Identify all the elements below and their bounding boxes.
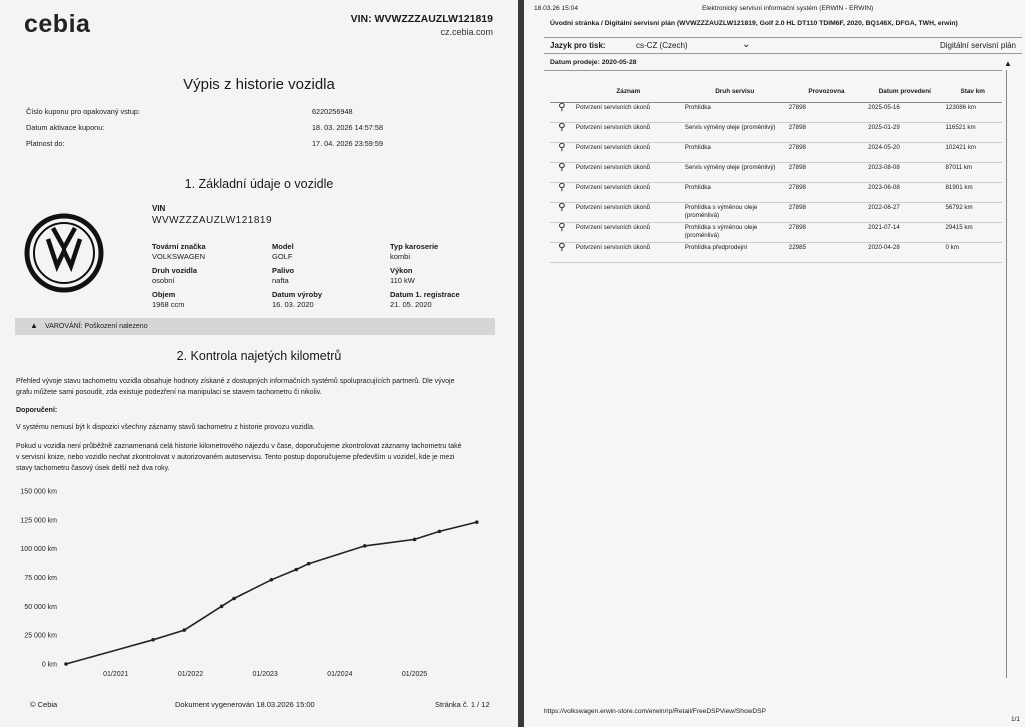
date-cell: 2021-07-14	[866, 223, 943, 243]
table-row[interactable]	[550, 143, 1002, 163]
displacement-value: 1968 ccm	[152, 300, 185, 309]
service-type-cell: Prohlídka předprodejní	[683, 243, 787, 263]
record-cell: Potvrzení servisních úkonů	[574, 183, 683, 203]
field-power	[390, 266, 415, 285]
mileage-cell: 56792 km	[943, 203, 1002, 223]
record-cell: Potvrzení servisních úkonů	[574, 243, 683, 263]
date-cell: 2023-06-08	[866, 183, 943, 203]
field-production-date	[272, 290, 322, 309]
workshop-cell: 27898	[787, 203, 866, 223]
mileage-data-point	[413, 538, 417, 542]
table-row[interactable]	[550, 243, 1002, 263]
print-language-select[interactable]: cs-CZ (Czech)	[636, 41, 688, 50]
workshop-cell: 27898	[787, 123, 866, 143]
date-cell: 2025-01-29	[866, 123, 943, 143]
table-row[interactable]	[550, 203, 1002, 223]
table-row[interactable]	[550, 183, 1002, 203]
magnifier-icon[interactable]: ⚲	[550, 203, 574, 223]
power-label: Výkon	[390, 266, 413, 275]
brand-label: Tovární značka	[152, 242, 206, 251]
recommendation-detail-line-3: stavy tachometru časový úsek delší než dva roky.	[16, 465, 170, 472]
mileage-data-point	[363, 544, 367, 548]
magnifier-icon[interactable]: ⚲	[550, 123, 574, 143]
scrollbar-track[interactable]	[1006, 70, 1007, 678]
vin-label: VIN	[152, 204, 166, 213]
production-date-value: 16. 03. 2020	[272, 300, 314, 309]
production-date-label: Datum výroby	[272, 290, 323, 299]
mileage-data-point	[294, 568, 298, 572]
table-row[interactable]	[550, 123, 1002, 143]
mileage-intro-line-1: Přehled vývoje stavu tachometru vozidla obsahuje hodnoty získané z dostupných informačních systémů spolupracujících partnerů. Dle vývoje	[16, 378, 455, 385]
column-header-mileage: Stav km	[943, 80, 1002, 103]
recommendation-text: V systému nemusí být k dispozici všechny záznamy stavů tachometru z historie provozu vozidla.	[16, 424, 315, 431]
x-tick-label: 01/2024	[327, 671, 353, 678]
mileage-data-point	[270, 578, 274, 582]
magnifier-icon[interactable]: ⚲	[550, 223, 574, 243]
x-tick-label: 01/2021	[103, 671, 129, 678]
date-cell: 2025-05-16	[866, 103, 943, 123]
record-cell: Potvrzení servisních úkonů	[574, 163, 683, 183]
field-model	[272, 242, 294, 261]
service-records-table	[550, 80, 1002, 263]
chevron-down-icon[interactable]: ⌄	[742, 39, 751, 50]
vehicle-kind-value: osobní	[152, 276, 175, 285]
y-tick-label: 50 000 km	[24, 603, 57, 611]
recommendation-detail-line-2: v servisní knize, nebo vozidlo nechat zkontrolovat v autorizovaném autoservisu. Tento postup doporučujeme především u vozidel, kde je mezi	[16, 454, 455, 461]
breadcrumb: Úvodní stránka / Digitální servisní plán (WVWZZZAUZLW121819, Golf 2.0 HL DT110 TDIM6F, 2020, BQ146X, DFGA, TWH, erwin)	[550, 20, 958, 27]
icon-column-header	[550, 80, 574, 103]
cebia-logo: cebia	[24, 10, 91, 38]
magnifier-icon[interactable]: ⚲	[550, 163, 574, 183]
service-type-cell: Servis výměny oleje (proměnlivý)	[683, 163, 787, 183]
divider	[544, 70, 1002, 71]
page-indicator: 1/1	[1010, 716, 1020, 723]
field-first-registration	[390, 290, 460, 309]
mileage-intro-line-2: grafu můžete sami posoudit, zda existuje podezření na manipulaci se stavem tachometru či nikoliv.	[16, 389, 322, 396]
header-vin: VIN: WVWZZZAUZLW121819	[350, 13, 493, 25]
mileage-cell: 81901 km	[943, 183, 1002, 203]
footer-page-number: Stránka č. 1 / 12	[435, 700, 490, 709]
recommendation-label: Doporučení:	[16, 407, 58, 414]
workshop-cell: 22985	[787, 243, 866, 263]
fuel-label: Palivo	[272, 266, 295, 275]
column-header-workshop: Provozovna	[787, 80, 866, 103]
date-cell: 2022-06-27	[866, 203, 943, 223]
y-tick-label: 25 000 km	[24, 632, 57, 640]
damage-warning-bar	[15, 318, 495, 335]
footer-copyright: © Cebia	[30, 700, 58, 709]
header-domain: cz.cebia.com	[440, 27, 493, 37]
vin-value: WVWZZZAUZLW121819	[152, 215, 272, 226]
magnifier-icon[interactable]: ⚲	[550, 103, 574, 123]
column-header-service-type: Druh servisu	[683, 80, 787, 103]
section-basic-info-title: 1. Základní údaje o vozidle	[184, 177, 334, 191]
record-cell: Potvrzení servisních úkonů	[574, 203, 683, 223]
print-language-bar	[544, 37, 1022, 54]
table-header-row	[550, 80, 1002, 103]
date-cell: 2020-04-28	[866, 243, 943, 263]
coupon-validity-label: Platnost do:	[26, 139, 65, 148]
service-type-cell: Servis výměny oleje (proměnlivý)	[683, 123, 787, 143]
x-tick-label: 01/2023	[252, 671, 278, 678]
magnifier-icon[interactable]: ⚲	[550, 183, 574, 203]
y-tick-label: 125 000 km	[20, 517, 57, 525]
mileage-cell: 123086 km	[943, 103, 1002, 123]
brand-value: VOLKSWAGEN	[152, 252, 206, 261]
x-tick-label: 01/2025	[401, 671, 428, 678]
section-mileage-title: 2. Kontrola najetých kilometrů	[176, 349, 342, 363]
mileage-cell: 29415 km	[943, 223, 1002, 243]
field-displacement	[152, 290, 185, 309]
workshop-cell: 27898	[787, 223, 866, 243]
magnifier-icon[interactable]: ⚲	[550, 243, 574, 263]
print-language-label: Jazyk pro tisk:	[550, 41, 606, 50]
vin-field	[152, 204, 272, 226]
coupon-number-label: Číslo kuponu pro opakovaný vstup:	[26, 107, 140, 116]
y-tick-label: 100 000 km	[20, 546, 57, 554]
recommendation-detail-line-1: Pokud u vozidla není průběžně zaznamenaná celá historie kilometrového nájezdu v čase, doporučujeme zkontrolovat záznamy tachometru také	[16, 443, 462, 450]
column-header-record: Záznam	[574, 80, 683, 103]
mileage-cell: 116521 km	[943, 123, 1002, 143]
mileage-cell: 102421 km	[943, 143, 1002, 163]
record-cell: Potvrzení servisních úkonů	[574, 143, 683, 163]
y-tick-label: 75 000 km	[24, 575, 57, 582]
system-title: Elektronický servisní informační systém (ERWIN - ERWIN)	[702, 5, 874, 12]
mileage-data-point	[438, 530, 442, 534]
report-title: Výpis z historie vozidla	[183, 76, 335, 93]
x-tick-label: 01/2022	[177, 671, 204, 678]
footer-generated: Dokument vygenerován 18.03.2026 15:00	[175, 700, 315, 709]
scroll-up-icon[interactable]: ▲	[1004, 59, 1012, 68]
service-type-cell: Prohlídka s výměnou oleje (proměnlivá)	[683, 223, 787, 243]
model-label: Model	[272, 242, 294, 251]
fuel-value: nafta	[272, 276, 289, 285]
date-cell: 2024-05-20	[866, 143, 943, 163]
field-fuel	[272, 266, 294, 285]
sale-date: Datum prodeje: 2020-05-28	[550, 59, 637, 66]
workshop-cell: 27898	[787, 103, 866, 123]
magnifier-icon[interactable]: ⚲	[550, 143, 574, 163]
first-registration-label: Datum 1. registrace	[390, 290, 460, 299]
erwin-service-plan-page	[524, 0, 1025, 727]
field-vehicle-kind	[152, 266, 197, 285]
mileage-data-point	[151, 638, 155, 642]
coupon-validity-value: 17. 04. 2026 23:59:59	[312, 139, 384, 148]
mileage-cell: 87011 km	[943, 163, 1002, 183]
first-registration-value: 21. 05. 2020	[390, 300, 432, 309]
workshop-cell: 27898	[787, 183, 866, 203]
mileage-chart	[0, 482, 518, 682]
page-url: https://volkswagen.erwin-store.com/erwin/rp/Retail/FreeDSPView/ShowDSP	[544, 708, 766, 715]
workshop-cell: 27898	[787, 163, 866, 183]
y-tick-label: 0 km	[41, 661, 57, 669]
volkswagen-logo-icon	[24, 213, 104, 293]
field-brand	[152, 242, 206, 261]
column-header-date: Datum provedení	[866, 80, 943, 103]
service-type-cell: Prohlídka	[683, 103, 787, 123]
coupon-activation-label: Datum aktivace kuponu:	[26, 123, 105, 132]
vehicle-kind-label: Druh vozidla	[152, 266, 198, 275]
record-cell: Potvrzení servisních úkonů	[574, 223, 683, 243]
y-tick-label: 150 000 km	[20, 488, 57, 496]
report-header	[351, 13, 493, 37]
service-type-cell: Prohlídka	[683, 183, 787, 203]
service-type-cell: Prohlídka	[683, 143, 787, 163]
mileage-data-point	[307, 562, 311, 566]
body-type-label: Typ karoserie	[390, 242, 439, 251]
mileage-data-point	[64, 662, 68, 666]
warning-text: VAROVÁNÍ: Poškození nalezeno	[45, 323, 148, 330]
mileage-data-point	[182, 628, 186, 632]
table-row[interactable]	[550, 223, 1002, 243]
mileage-data-point	[475, 520, 479, 524]
workshop-cell: 27898	[787, 143, 866, 163]
power-value: 110 kW	[390, 276, 415, 285]
table-row[interactable]	[550, 103, 1002, 123]
date-cell: 2023-08-08	[866, 163, 943, 183]
table-row[interactable]	[550, 163, 1002, 183]
displacement-label: Objem	[152, 290, 176, 299]
mileage-series-line	[66, 522, 477, 664]
service-type-cell: Prohlídka s výměnou oleje (proměnlivá)	[683, 203, 787, 223]
coupon-activation-value: 18. 03. 2026 14:57:58	[312, 123, 384, 132]
print-timestamp: 18.03.26 15:04	[534, 5, 578, 12]
field-body-type	[390, 242, 438, 261]
mileage-data-point	[220, 605, 224, 609]
digital-service-plan-link[interactable]: Digitální servisní plán	[939, 41, 1016, 50]
record-cell: Potvrzení servisních úkonů	[574, 103, 683, 123]
record-cell: Potvrzení servisních úkonů	[574, 123, 683, 143]
body-type-value: kombi	[390, 252, 411, 261]
coupon-number-value: 6220256948	[312, 107, 353, 116]
mileage-data-point	[232, 597, 236, 601]
warning-icon: ▲	[30, 321, 38, 330]
model-value: GOLF	[272, 252, 293, 261]
mileage-cell: 0 km	[943, 243, 1002, 263]
